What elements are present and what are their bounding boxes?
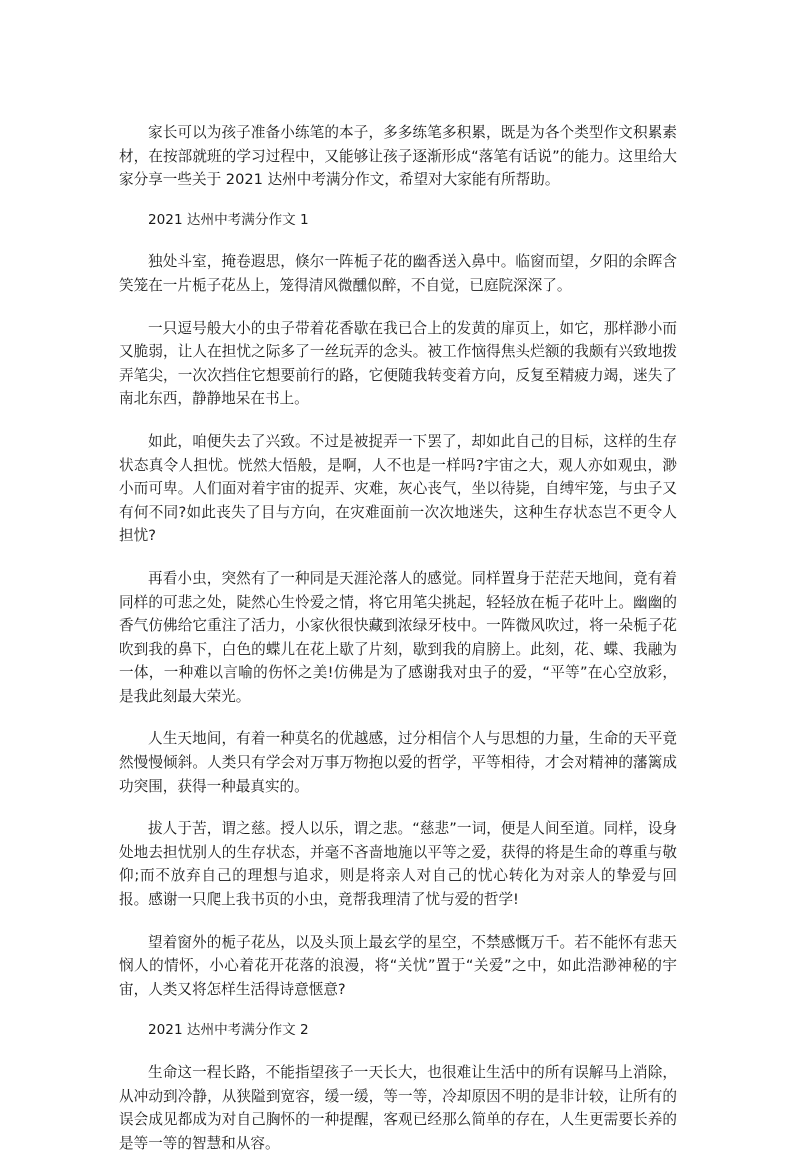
essay-1-heading: 2021 达州中考满分作文 1 (148, 211, 309, 228)
essay-1-paragraph-6: 拔人于苦，谓之慈。授人以乐，谓之悲。“慈悲”一词，便是人间至道。同样，设身处地去担忧别人的生存状态，并毫不吝啬地施以平等之爱，获得的将是生命的尊重与敬仰;而不放弃自己的理想与追求，则是将亲人对自己的忧心转化为对亲人的挚爱与回报。感谢一只爬上我书页的小虫，竟帮我理清了忧与爱的哲学! (119, 820, 677, 909)
document-body (119, 121, 677, 1155)
essay-2-paragraph-1: 生命这一程长路，不能指望孩子一天长大，也很难让生活中的所有误解马上消除，从冲动到冷静，从狭隘到宽容，缓一缓，等一等，冷却原因不明的是非计较，让所有的误会成见都成为对自己胸怀的一种提醒，客观已经那么简单的存在，人生更需要长养的是等一等的智慧和从容。 (119, 1064, 677, 1152)
intro-paragraph: 家长可以为孩子准备小练笔的本子，多多练笔多积累，既是为各个类型作文积累素材，在按部就班的学习过程中，又能够让孩子逐渐形成“落笔有话说”的能力。这里给大家分享一些关于 2021 达州中考满分作文，希望对大家能有所帮助。 (119, 124, 677, 189)
essay-1-paragraph-4: 再看小虫，突然有了一种同是天涯沦落人的感觉。同样置身于茫茫天地间，竟有着同样的可悲之处，陡然心生怜爱之情，将它用笔尖挑起，轻轻放在栀子花叶上。幽幽的香气仿佛给它重注了活力，小家伙很快藏到浓绿牙枝中。一阵微风吹过，将一朵栀子花吹到我的鼻下，白色的蝶儿在花上歇了片刻，歇到我的肩膀上。此刻，花、蝶、我融为一体，一种难以言喻的伤怀之美!仿佛是为了感谢我对虫子的爱，“平等”在心空放彩，是我此刻最大荣光。 (119, 569, 677, 705)
essay-1-paragraph-1: 独处斗室，掩卷遐思，倏尔一阵栀子花的幽香送入鼻中。临窗而望，夕阳的余晖含笑笼在一片栀子花丛上，笼得清风微醺似醉，不自觉，已庭院深深了。 (119, 253, 677, 294)
essay-1-paragraph-2: 一只逗号般大小的虫子带着花香歇在我已合上的发黄的扉页上，如它，那样渺小而又脆弱，让人在担忧之际多了一丝玩弄的念头。被工作恼得焦头烂额的我颇有兴致地拨弄笔尖，一次次挡住它想要前行的路，它便随我转变着方向，反复至精疲力竭，迷失了南北东西，静静地呆在书上。 (119, 319, 677, 408)
essay-1-paragraph-7: 望着窗外的栀子花丛，以及头顶上最玄学的星空，不禁感慨万千。若不能怀有悲天悯人的情怀，小心着花开花落的浪漫，将“关忧”置于“关爱”之中，如此浩渺神秘的宇宙，人类又将怎样生活得诗意惬意? (119, 933, 677, 998)
essay-1-paragraph-3: 如此，咱便失去了兴致。不过是被捉弄一下罢了，却如此自己的目标，这样的生存状态真令人担忧。恍然大悟般，是啊，人不也是一样吗?宇宙之大，观人亦如观虫，渺小而可卑。人们面对着宇宙的捉弄、灾难，灰心丧气，坐以待毙，自缚牢笼，与虫子又有何不同?如此丧失了目与方向，在灾难面前一次次地迷失，这种生存状态岂不更令人担忧? (119, 432, 677, 545)
essay-2-heading: 2021 达州中考满分作文 2 (148, 1022, 309, 1039)
essay-1-paragraph-5: 人生天地间，有着一种莫名的优越感，过分相信个人与思想的力量，生命的天平竟然慢慢倾斜。人类只有学会对万事万物抱以爱的哲学，平等相待，才会对精神的藩篱成功突围，获得一种最真实的。 (119, 730, 677, 795)
